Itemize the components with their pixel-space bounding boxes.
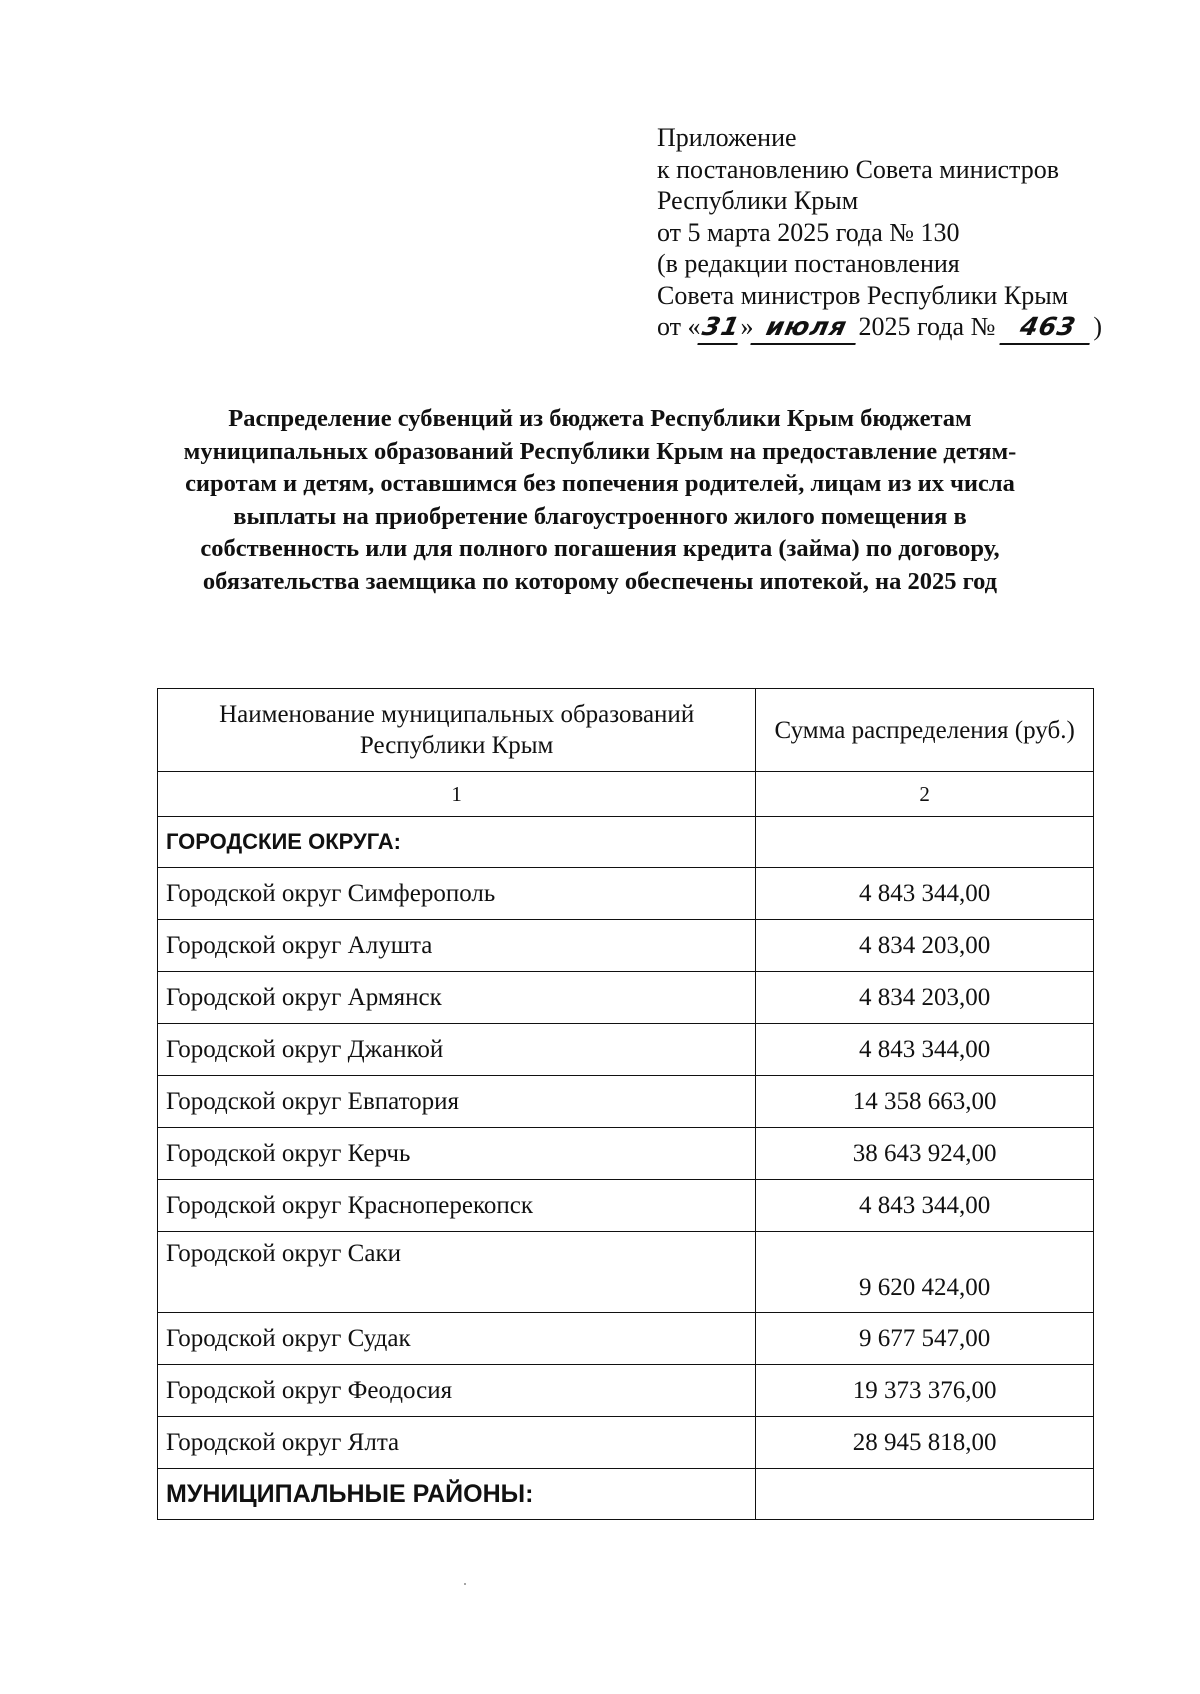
table-row	[158, 1076, 1094, 1128]
date-mid: »	[740, 312, 754, 341]
municipality-name: Городской округ Джанкой	[158, 1024, 756, 1076]
amount-value: 9 620 424,00	[756, 1232, 1094, 1313]
column-number-2: 2	[756, 772, 1094, 817]
amount-value: 19 373 376,00	[756, 1365, 1094, 1417]
amount-value: 38 643 924,00	[756, 1128, 1094, 1180]
appendix-line: Совета министров Республики Крым	[657, 280, 1069, 310]
distribution-table	[157, 688, 1094, 1520]
amount-value: 14 358 663,00	[756, 1076, 1094, 1128]
handwritten-month: июля	[750, 311, 862, 345]
header-amount: Сумма распределения (руб.)	[756, 689, 1094, 772]
date-suffix: 2025 года №	[858, 312, 996, 341]
column-number-1: 1	[158, 772, 756, 817]
date-close: )	[1093, 312, 1103, 341]
municipality-name: Городской округ Ялта	[158, 1417, 756, 1469]
table-row	[158, 1024, 1094, 1076]
table-row	[158, 1180, 1094, 1232]
date-prefix: от «	[657, 312, 701, 341]
column-number-row	[158, 772, 1094, 817]
amount-value: 28 945 818,00	[756, 1417, 1094, 1469]
handwritten-day: 31	[697, 311, 744, 345]
scan-speck	[464, 1583, 466, 1585]
amount-value: 4 843 344,00	[756, 868, 1094, 920]
amendment-date-line	[657, 311, 1102, 345]
section-urban-row	[158, 817, 1094, 868]
municipality-name: Городской округ Феодосия	[158, 1365, 756, 1417]
handwritten-number: 463	[1000, 311, 1097, 345]
municipality-name: Городской округ Керчь	[158, 1128, 756, 1180]
appendix-line: Приложение	[657, 123, 797, 152]
table-row	[158, 868, 1094, 920]
section-districts-label: МУНИЦИПАЛЬНЫЕ РАЙОНЫ:	[158, 1469, 756, 1520]
table-row	[158, 1417, 1094, 1469]
section-urban-label: ГОРОДСКИЕ ОКРУГА:	[158, 817, 756, 868]
header-municipality: Наименование муниципальных образований Республики Крым	[158, 689, 756, 772]
amount-value: 4 843 344,00	[756, 1024, 1094, 1076]
municipality-name: Городской округ Красноперекопск	[158, 1180, 756, 1232]
amount-value: 4 843 344,00	[756, 1180, 1094, 1232]
municipality-name: Городской округ Армянск	[158, 972, 756, 1024]
table-row	[158, 920, 1094, 972]
document-title: Распределение субвенций из бюджета Республики Крым бюджетам муниципальных образований Республики Крым на предоставление детям-сиротам и детям, оставшимся без попечения родителей, лицам из их числа выплаты на приобретение благоустроенного жилого помещения в собственность или для полного погашения кредита (займа) по договору, обязательства заемщика по которому обеспечены ипотекой, на 2025 год	[183, 405, 1017, 595]
appendix-header	[657, 122, 1102, 345]
table-row	[158, 1313, 1094, 1365]
amount-value: 9 677 547,00	[756, 1313, 1094, 1365]
municipality-name: Городской округ Алушта	[158, 920, 756, 972]
table-row	[158, 1128, 1094, 1180]
table-header-row	[158, 689, 1094, 772]
appendix-line: Республики Крым	[657, 186, 859, 215]
municipality-name: Городской округ Судак	[158, 1313, 756, 1365]
table-row	[158, 1365, 1094, 1417]
section-districts-row	[158, 1469, 1094, 1520]
municipality-name: Городской округ Симферополь	[158, 868, 756, 920]
table-row	[158, 972, 1094, 1024]
municipality-name: Городской округ Саки	[158, 1232, 756, 1313]
section-districts-empty	[756, 1469, 1094, 1520]
appendix-line: (в редакции постановления	[657, 249, 960, 278]
municipality-name: Городской округ Евпатория	[158, 1076, 756, 1128]
section-urban-empty	[756, 817, 1094, 868]
table-row	[158, 1232, 1094, 1313]
amount-value: 4 834 203,00	[756, 972, 1094, 1024]
amount-value: 4 834 203,00	[756, 920, 1094, 972]
appendix-line: от 5 марта 2025 года № 130	[657, 217, 960, 247]
appendix-line: к постановлению Совета министров	[657, 154, 1059, 184]
